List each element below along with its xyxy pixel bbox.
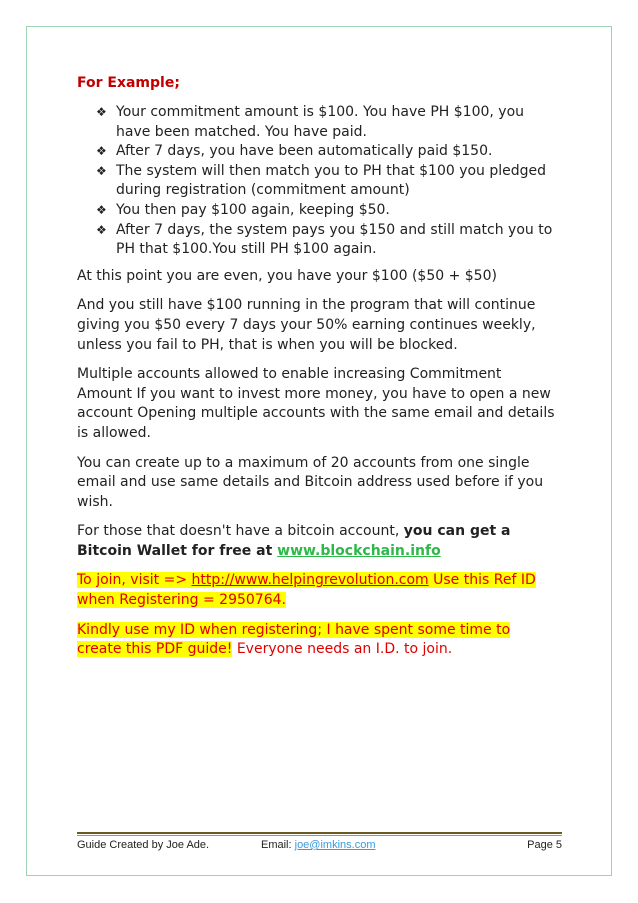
diamond-star-bullet-icon: ❖ [96, 144, 107, 159]
diamond-star-bullet-icon: ❖ [96, 163, 107, 178]
diamond-star-bullet-icon: ❖ [96, 202, 107, 217]
example-list [77, 103, 557, 260]
page-number: Page 5 [527, 839, 562, 851]
section-heading: For Example; [77, 75, 180, 91]
helpingrevolution-link[interactable]: http://www.helpingrevolution.com [191, 572, 429, 589]
list-item: ❖ You then pay $100 again, keeping $50. [96, 201, 557, 221]
max-accounts-paragraph: You can create up to a maximum of 20 accounts from one single email and use same details and Bitcoin address used before if you wish. [77, 454, 544, 510]
join-paragraph: To join, visit => http://www.helpingrevolution.com Use this Ref ID when Registering = 2950764. [77, 572, 536, 609]
footer-email: Email: joe@imkins.com [261, 839, 376, 851]
list-item: ❖ The system will then match you to PH that $100 you pledged during registration (commitment amount) [96, 162, 547, 199]
list-item: ❖ After 7 days, you have been automatically paid $150. [96, 142, 557, 162]
footer-divider-thin [77, 835, 562, 836]
list-item: ❖ Your commitment amount is $100. You have PH $100, you have been matched. You have paid. [96, 104, 525, 140]
multiple-accounts-paragraph: Multiple accounts allowed to enable increasing Commitment Amount If you want to invest more money, you have to open a new account Opening multiple accounts with the same email and details is allowed. [77, 366, 555, 441]
diamond-star-bullet-icon: ❖ [96, 222, 107, 237]
diamond-star-bullet-icon: ❖ [96, 105, 107, 119]
list-item: ❖ After 7 days, the system pays you $150 and still match you to PH that $100.You still PH $100 again. [96, 221, 553, 258]
kindly-paragraph: Kindly use my ID when registering; I have spent some time to create this PDF guide! Everyone needs an I.D. to join. [77, 621, 511, 658]
page-footer [77, 839, 562, 853]
running-paragraph: And you still have $100 running in the program that will continue giving you $50 every 7 days your 50% earning continues weekly, unless you fail to PH, that is when you will be blocked. [77, 297, 536, 353]
page-content [77, 73, 557, 670]
wallet-paragraph: For those that doesn't have a bitcoin account, you can get a Bitcoin Wallet for free at www.blockchain.info [77, 523, 511, 559]
footer-divider [77, 832, 562, 834]
footer-author: Guide Created by Joe Ade. [77, 839, 210, 851]
email-link[interactable]: joe@imkins.com [294, 839, 376, 851]
blockchain-link[interactable]: www.blockchain.info [277, 542, 441, 559]
even-paragraph: At this point you are even, you have your $100 ($50 + $50) [77, 267, 497, 284]
